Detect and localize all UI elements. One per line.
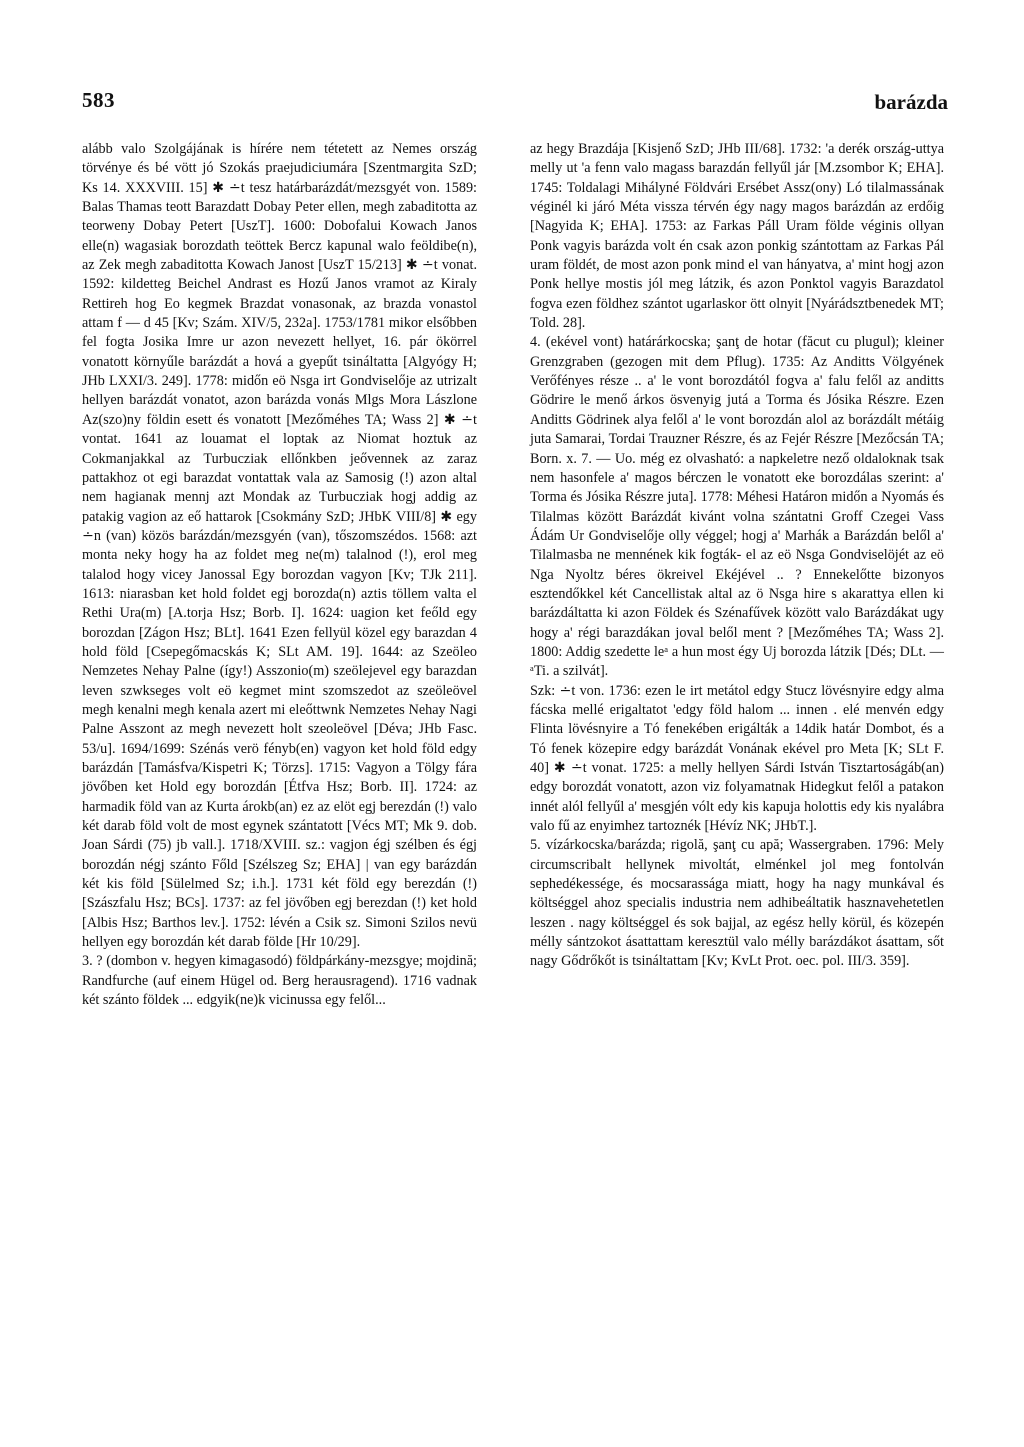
right-paragraph-4: 5. vízárkocska/barázda; rigolă, şanţ cu apă; Wassergraben. 1796: Mely circumscribalt hellynek mivoltát, elménkel jol meg fontolván sephedékessége, és mocsarassága miatt, hogy ha nagy munkával és költséggel ahoz specialis industria nem adhibeáltatik hasznavehetetlen leszen . nagy költséggel és sok bajjal, az egész helly körül, és közepén mélly sántzokot ásattattam keresztül valo mélly barázdákot ásattam, sőt nagy Gődrőkőt is tsináltattam [Kv; KvLt Prot. oec. pol. III/3. 359]. — [530, 837, 944, 970]
page-number: 583 — [82, 88, 115, 112]
left-column — [82, 140, 477, 1010]
left-paragraph-1: alább valo Szolgájának is hírére nem tétetett az Nemes ország törvénye és bé vött jó Szokás praejudiciumára [Szentmargita SzD; Ks 14. XXXVIII. 15] ✱ ∸t tesz határbarázdát/mezsgyét von. 1589: Balas Thamas teott Barazdatt Dobay Peter ellen, megh zabaditotta az teorweny Dobay Petert [UszT]. 1600: Dobofalui Kowach Janos elle(n) wagasiak borozdath teöttek Bercz kapunal walo feöldibe(n), az Zek megh zabaditotta Kowach Janost [UszT 15/213] ✱ ∸t vonat. 1592: kildetteg Beichel Andrast es Hozű Janos vramot az Kiraly Rettireh hog Eo kegmek Brazdat vonasonak, az brazda vonastol attam f — d 45 [Kv; Szám. XIV/5, 232a]. 1753/1781 mikor elsőbben fel fogta Josika Imre ur azon nevezett hellyet, 16. pár ökörrel vonatott környűle barázdát a hová a gyepűt tsináltatta [Algyógy H; JHb LXXI/3. 249]. 1778: midőn eö Nsga irt Gondviselője az utrizalt hellyen barázdát vonatot, azon barázda vonás Mlgs Mora Lászlone Az(szo)ny földin esett és vonatott [Mezőméhes TA; Wass 2] ✱ ∸t vontat. 1641 az louamat el loptak az Niomat hoztuk az Cokmanjakkal az Turbucziak ellőnkben jeővennek az zaraz pattakhoz ot egi barazdat vontattak vala az Samosig (!) azon altal nem hagianak mennj azt Mondak az Turbucziak hogj addig az patakig vagion az eő hattarok [Csokmány SzD; JHbK VIII/8] ✱ egy ∸n (van) közös barázdán/mezsgyén (van), tőszomszédos. 1568: azt monta neky hogy ha az foldet meg ne(m) talalnod (!), erol meg talalod hogy vicey Janossal Egy borozdan vagyon [Kv; TJk 211]. 1613: niarasban ket hold foldet egj borozda(n) aztis töllem valta el Rethi Ura(m) [A.torja Hsz; Borb. I]. 1624: uagion ket feőld egy borozdan [Zágon Hsz; BLt]. 1641 Ezen fellyül közel egy barazdan 4 hold föld [Csepegőmacskás K; SLt AM. 19]. 1644: az Szeöleo Nemzetes Nehay Palne (így!) Asszonio(m) szeölejevel egy barazdan leven szwkseges volt eö kegmet mint szomszedot az szeöleövel megh kenalni megh kenala azert mi eleőttwnk Nemzetes Nehay Nagi Palne Asszont az megh nevezett holt szeoleövel [Déva; JHb Fasc. 53/u]. 1694/1699: Szénás verö fényb(en) vagyon ket hold föld edgy barázdán [Tamásfva/Kispetri K; Törzs]. 1715: Vagyon a Tölgy fára jövőben ket Hold egy borozdán [Étfva Hsz; Borb. II]. 1724: az harmadik föld van az Kurta árokb(an) ez az elöt egj berezdán (!) valo két darab föld volt de most egynek szántatott [Vécs MT; Mk 9. dob. Joan Sárdi (75) jb vall.]. 1718/XVIII. sz.: vagjon égj szélben és égj borozdán négj szánto Főld [Szélszeg Sz; EHA] | van egy barázdán két kis föld [Sülelmed Sz; i.h.]. 1731 két föld egy berezdán (!) [Szászfalu Hsz; BCs]. 1737: az fel jövőben egj berezdan (!) ket hold [Albis Hsz; Barthos lev.]. 1752: lévén a Csik sz. Simoni Szilos nevü hellyen egy borozdán két darab földe [Hr 10/29]. — [82, 141, 477, 951]
running-headword: barázda — [874, 90, 948, 114]
right-column — [530, 140, 944, 972]
right-paragraph-3: Szk: ∸t von. 1736: ezen le irt metátol edgy Stucz lövésnyire edgy alma fácska mellé erigaltatot 'edgy föld halom ... innen . elé menvén edgy Flinta lövésnyire a Tó fenekében erigálták a 14dik határ Dombot, és a Tó fenek közepire edgy barázdát Vonának ekével pro Meta [K; SLt F. 40] ✱ ∸t vonat. 1725: a melly hellyen Sárdi István Tisztartoságáb(an) edgy borozdát vonatott, azon viz folyamatnak Hidegkut felől a patakon innét alól fellyűl a' mesgjén vólt edy kis kapuja holottis edy kis nyalábra valo fű az enyimhez tartoznék [Hévíz NK; JHbT.]. — [530, 682, 944, 835]
right-paragraph-1: az hegy Brazdája [Kisjenő SzD; JHb III/68]. 1732: 'a derék ország-uttya melly ut 'a fenn valo magass barazdán fellyűl jár [M.zsombor K; EHA]. 1745: Toldalagi Mihályné Földvári Ersébet Assz(ony) Ló tilalmassának véginél ki járó Méta vissza térvén égy nagy magos barázdán az erdőig [Nagyida K; EHA]. 1753: az Farkas Páll Uram földe véginis ollyan Ponk vagyis barázda volt én csak azon ponkig szántottam az Farkas Pál uram földét, de most azon ponk mind el van hányatva, a' mint hogj azon Ponk hellye mostis jól meg látzik, és azon Ponktol vagyis Barazdatol fogva ezen földhez szántot ugarlaskor ött olnyit [Nyárádsztbenedek MT; Told. 28]. — [530, 141, 944, 332]
left-paragraph-2: 3. ? (dombon v. hegyen kimagasodó) földpárkány-mezsgye; mojdină; Randfurche (auf einem Hügel od. Berg herausragend). 1716 vadnak két szánto földek ... edgyik(ne)k vicinussa egy felől... — [82, 953, 477, 1009]
right-paragraph-2: 4. (ekével vont) határárkocska; şanţ de hotar (făcut cu plugul); kleiner Grenzgraben (gezogen mit dem Pflug). 1735: Az Anditts Völgyének Verőfényes része .. a' le vont borozdától fogva a' falu felől az anditts Gödrire le menő árkos ösvenyig jutá a Torma és Jósika Részre. Ezen Anditts Gödrinek alya felől a' le vont borozdán alol az borázdált métáig juta Samarai, Tordai Trauzner Részre, és az Fejér Részre [Mezőcsán TA; Born. x. 7. — Uo. még ez olvasható: a napkeletre nező oldaloknak tsak nem hasonfele a' magos bérczen le vonatott eke borozdálas szerint: a' Torma és Jósika Részre juta]. 1778: Méhesi Határon midőn a Nyomás és Tilalmas között Barázdát kivánt volna szántatni Groff Czegei Vass Ádám Ur Gondviselője olly véggel; hogj a' Marhák a Barázdán belől a' Tilalmasba ne mennének kik fogták- el az eö Nsga Gondviselöjét az eö Nga Nyoltz béres ökreivel Ekéjével .. ? Ennekelőtte bizonyos esztendőkkel két Cancellistak altal az ö Nsga hire s akarattya ellen ki barázdáltatta ki azon Földek és Szénafűvek között valo Barázdákat ugy hogy a' régi barazdákan joval belől ment ? [Mezőméhes TA; Wass 2]. 1800: Addig szedette leᵃ a hun most égy Uj borozda látzik [Dés; DLt. — ᵃTi. a szilvát]. — [530, 334, 944, 680]
